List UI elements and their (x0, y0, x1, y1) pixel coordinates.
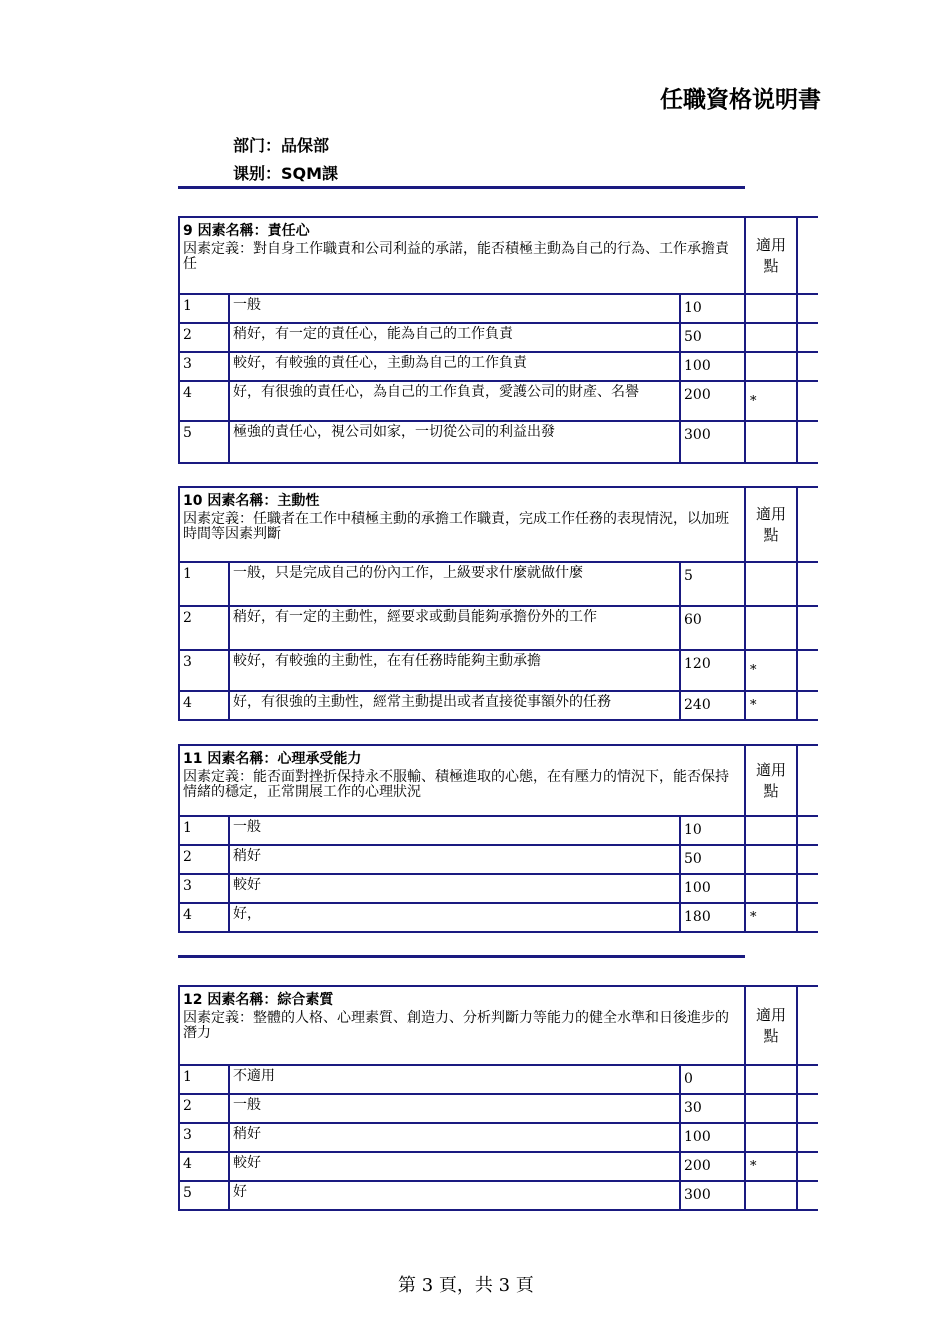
factor-table (178, 216, 818, 464)
apply-mark-cell[interactable] (745, 323, 797, 352)
apply-mark-cell[interactable]: * (745, 650, 797, 691)
factor-block (178, 985, 798, 1211)
level-number: 4 (179, 381, 229, 421)
level-score: 300 (680, 421, 745, 463)
apply-point-header: 適用點 (745, 217, 797, 294)
level-number: 3 (179, 1123, 229, 1152)
level-number: 2 (179, 606, 229, 650)
level-description: 一般，只是完成自己的份內工作，上級要求什麼就做什麼 (229, 562, 680, 606)
factor-header: 11 因素名稱：心理承受能力 (179, 745, 745, 768)
level-description: 較好 (229, 1152, 680, 1181)
level-description: 稍好，有一定的主動性，經要求或動員能夠承擔份外的工作 (229, 606, 680, 650)
level-number: 1 (179, 562, 229, 606)
apply-mark-cell[interactable]: * (745, 1152, 797, 1181)
apply-mark-cell[interactable]: * (745, 691, 797, 720)
apply-point-header: 適用點 (745, 487, 797, 562)
level-description: 稍好，有一定的責任心，能為自己的工作負責 (229, 323, 680, 352)
level-number: 5 (179, 1181, 229, 1210)
apply-mark-cell[interactable] (745, 421, 797, 463)
apply-mark-cell[interactable] (745, 1123, 797, 1152)
page-footer: 第 3 頁，共 3 頁 (398, 1275, 534, 1296)
level-number: 1 (179, 1065, 229, 1094)
level-description: 較好 (229, 874, 680, 903)
section-divider (178, 955, 745, 958)
factor-block (178, 216, 798, 464)
level-description: 一般 (229, 816, 680, 845)
apply-mark-cell[interactable] (745, 1094, 797, 1123)
level-score: 200 (680, 381, 745, 421)
factor-table (178, 985, 818, 1211)
apply-mark-cell[interactable]: * (745, 903, 797, 932)
level-score: 100 (680, 1123, 745, 1152)
factor-table (178, 486, 818, 721)
level-description: 一般 (229, 1094, 680, 1123)
level-description: 較好，有較強的主動性，在有任務時能夠主動承擔 (229, 650, 680, 691)
page-title: 任職資格说明書 (660, 87, 821, 113)
level-number: 1 (179, 816, 229, 845)
factor-header: 9 因素名稱：責任心 (179, 217, 745, 240)
level-number: 3 (179, 352, 229, 381)
level-number: 2 (179, 323, 229, 352)
header-divider (178, 186, 745, 189)
level-score: 5 (680, 562, 745, 606)
level-description: 好，有很強的責任心，為自己的工作負責，愛護公司的財產、名譽 (229, 381, 680, 421)
level-score: 240 (680, 691, 745, 720)
level-score: 300 (680, 1181, 745, 1210)
level-score: 100 (680, 874, 745, 903)
apply-mark-cell[interactable]: * (745, 381, 797, 421)
level-score: 10 (680, 816, 745, 845)
level-score: 50 (680, 845, 745, 874)
level-description: 較好，有較強的責任心，主動為自己的工作負責 (229, 352, 680, 381)
level-score: 60 (680, 606, 745, 650)
level-score: 0 (680, 1065, 745, 1094)
level-number: 2 (179, 845, 229, 874)
level-description: 一般 (229, 294, 680, 323)
apply-point-header: 適用點 (745, 745, 797, 816)
factor-header: 10 因素名稱：主動性 (179, 487, 745, 510)
level-number: 5 (179, 421, 229, 463)
level-score: 30 (680, 1094, 745, 1123)
apply-mark-cell[interactable] (745, 294, 797, 323)
level-description: 好 (229, 1181, 680, 1210)
level-description: 不適用 (229, 1065, 680, 1094)
apply-mark-cell[interactable] (745, 562, 797, 606)
factor-block (178, 486, 798, 721)
level-number: 3 (179, 650, 229, 691)
level-score: 120 (680, 650, 745, 691)
level-score: 100 (680, 352, 745, 381)
level-score: 50 (680, 323, 745, 352)
level-description: 稍好 (229, 845, 680, 874)
apply-mark-cell[interactable] (745, 1181, 797, 1210)
factor-block (178, 744, 798, 933)
apply-point-header: 適用點 (745, 986, 797, 1065)
factor-definition: 因素定義：整體的人格、心理素質、創造力、分析判斷力等能力的健全水準和日後進步的潛力 (179, 1009, 745, 1065)
level-score: 200 (680, 1152, 745, 1181)
factor-definition: 因素定義：任職者在工作中積極主動的承擔工作職責，完成工作任務的表現情況，以加班時間等因素判斷 (179, 510, 745, 562)
apply-mark-cell[interactable] (745, 874, 797, 903)
factor-definition: 因素定義：能否面對挫折保持永不服輸、積極進取的心態，在有壓力的情況下，能否保持情緒的穩定，正常開展工作的心理狀況 (179, 768, 745, 816)
level-number: 4 (179, 691, 229, 720)
level-description: 好， (229, 903, 680, 932)
apply-mark-cell[interactable] (745, 816, 797, 845)
factor-header: 12 因素名稱：綜合素質 (179, 986, 745, 1009)
section-label: 课别：SQM課 (233, 164, 339, 183)
level-description: 稍好 (229, 1123, 680, 1152)
apply-mark-cell[interactable] (745, 606, 797, 650)
apply-mark-cell[interactable] (745, 1065, 797, 1094)
level-number: 4 (179, 903, 229, 932)
level-number: 4 (179, 1152, 229, 1181)
level-number: 2 (179, 1094, 229, 1123)
apply-mark-cell[interactable] (745, 352, 797, 381)
level-number: 3 (179, 874, 229, 903)
level-score: 180 (680, 903, 745, 932)
factor-definition: 因素定義：對自身工作職責和公司利益的承諾，能否積極主動為自己的行為、工作承擔責任 (179, 240, 745, 294)
level-score: 10 (680, 294, 745, 323)
department-label: 部门：品保部 (233, 136, 330, 155)
level-number: 1 (179, 294, 229, 323)
level-description: 極強的責任心，視公司如家，一切從公司的利益出發 (229, 421, 680, 463)
apply-mark-cell[interactable] (745, 845, 797, 874)
level-description: 好，有很強的主動性，經常主動提出或者直接從事額外的任務 (229, 691, 680, 720)
factor-table (178, 744, 818, 933)
